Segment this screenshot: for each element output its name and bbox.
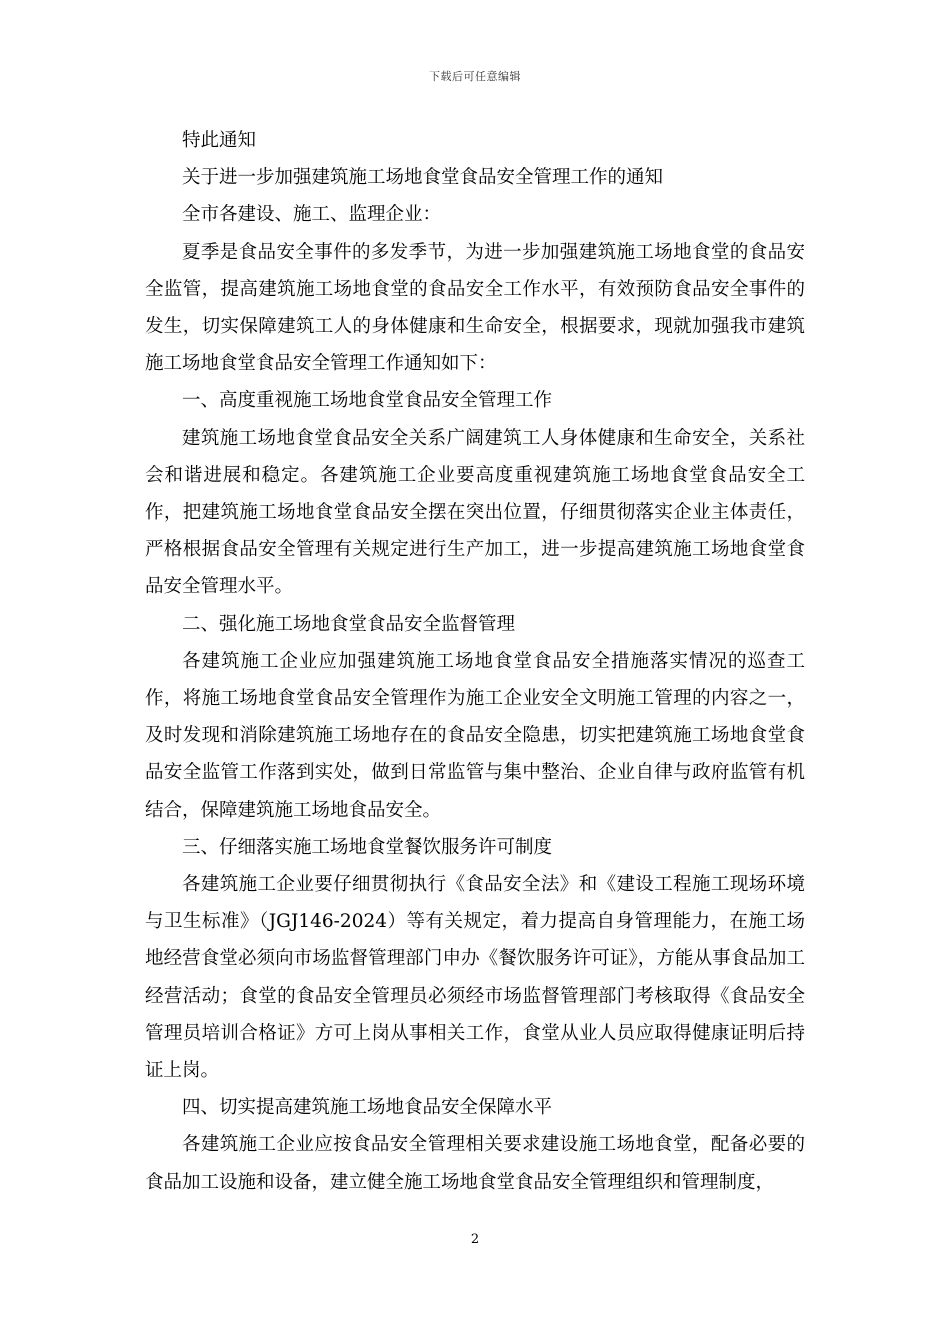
section-body-1: 建筑施工场地食堂食品安全关系广阔建筑工人身体健康和生命安全，关系社会和谐进展和稳定。各建筑施工企业要高度重视建筑施工场地食堂食品安全工作，把建筑施工场地食堂食品安全摆在突出位置，仔细贯彻落实企业主体责任，严格根据食品安全管理有关规定进行生产加工，进一步提高建筑施工场地食堂食品安全管理水平。 <box>145 427 805 598</box>
section-body-3: 各建筑施工企业要仔细贯彻执行《食品安全法》和《建设工程施工现场环境与卫生标准》（JGJ146-2024）等有关规定，着力提高自身管理能力，在施工场地经营食堂必须向市场监督管理部门申办《餐饮服务许可证》，方能从事食品加工经营活动；食堂的食品安全管理员必须经市场监督管理部门考核取得《食品安全管理员培训合格证》方可上岗从事相关工作，食堂从业人员应取得健康证明后持证上岗。 <box>145 874 805 1082</box>
section-heading-4: 四、切实提高建筑施工场地食品安全保障水平 <box>182 1097 553 1119</box>
header-note: 下载后可任意编辑 <box>429 70 521 83</box>
closing-line: 特此通知 <box>182 130 257 151</box>
section-body-2: 各建筑施工企业应加强建筑施工场地食堂食品安全措施落实情况的巡查工作，将施工场地食堂食品安全管理作为施工企业安全文明施工管理的内容之一，及时发现和消除建筑施工场地存在的食品安全隐患，切实把建筑施工场地食堂食品安全监管工作落到实处，做到日常监管与集中整治、企业自律与政府监管有机结合，保障建筑施工场地食品安全。 <box>145 650 805 821</box>
intro-paragraph: 夏季是食品安全事件的多发季节，为进一步加强建筑施工场地食堂的食品安全监管，提高建筑施工场地食堂的食品安全工作水平，有效预防食品安全事件的发生，切实保障建筑工人的身体健康和生命安全，根据要求，现就加强我市建筑施工场地食堂食品安全管理工作通知如下： <box>145 241 805 375</box>
section-heading-1: 一、高度重视施工场地食堂食品安全管理工作 <box>182 390 553 412</box>
notice-title: 关于进一步加强建筑施工场地食堂食品安全管理工作的通知 <box>182 167 664 189</box>
salutation: 全市各建设、施工、监理企业： <box>182 204 442 226</box>
section-heading-2: 二、强化施工场地食堂食品安全监督管理 <box>182 613 516 635</box>
document-body <box>145 122 805 1201</box>
page-number: 2 <box>470 1232 480 1247</box>
section-heading-3: 三、仔细落实施工场地食堂餐饮服务许可制度 <box>182 836 553 858</box>
section-body-4: 各建筑施工企业应按食品安全管理相关要求建设施工场地食堂，配备必要的食品加工设施和设备，建立健全施工场地食堂食品安全管理组织和管理制度， <box>145 1134 805 1193</box>
